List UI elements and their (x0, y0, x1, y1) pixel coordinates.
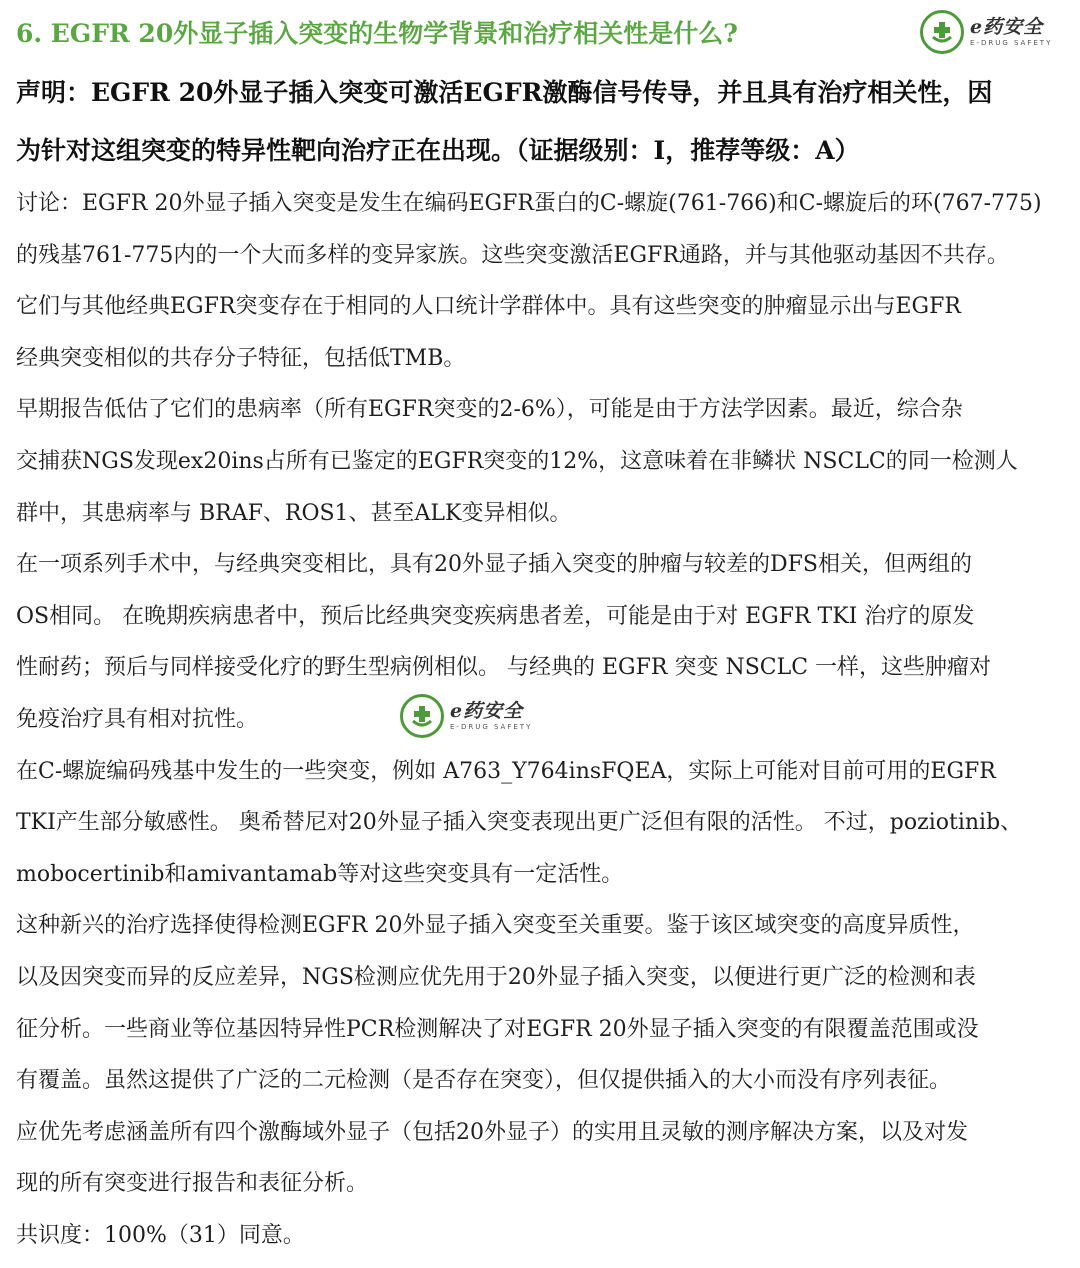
logo-cn-text: e药安全 (450, 699, 524, 722)
body-line: 的残基761-775内的一个大而多样的变异家族。这些突变激活EGFR通路，并与其他驱动基因不共存。 (16, 242, 1009, 268)
body-line: 现的所有突变进行报告和表征分析。 (16, 1171, 369, 1197)
edrug-safety-logo (920, 10, 1052, 54)
consensus-line: 共识度：100%（31）同意。 (16, 1222, 305, 1248)
body-line: 它们与其他经典EGFR突变存在于相同的人口统计学群体中。具有这些突变的肿瘤显示出与EGFR (16, 294, 961, 320)
body-line: 交捕获NGS发现ex20ins占所有已鉴定的EGFR突变的12%，这意味着在非鳞状 NSCLC的同一检测人 (16, 448, 1018, 474)
logo-en-text: E-DRUG SAFETY (970, 38, 1053, 47)
logo-en-text: E-DRUG SAFETY (450, 722, 533, 731)
logo-cn-text: e药安全 (970, 15, 1044, 38)
body-line: 这种新兴的治疗选择使得检测EGFR 20外显子插入突变至关重要。鉴于该区域突变的高度异质性， (16, 913, 975, 939)
body-line: 在C-螺旋编码残基中发生的一些突变，例如 A763_Y764insFQEA，实际上可能对目前可用的EGFR (16, 758, 996, 784)
body-line: 群中，其患病率与 BRAF、ROS1、甚至ALK变异相似。 (16, 500, 572, 526)
body-line: 有覆盖。虽然这提供了广泛的二元检测（是否存在突变），但仅提供插入的大小而没有序列表征。 (16, 1068, 952, 1094)
body-line: OS相同。 在晚期疾病患者中，预后比经典突变疾病患者差，可能是由于对 EGFR TKI 治疗的原发 (16, 603, 975, 629)
body-line: 性耐药；预后与同样接受化疗的野生型病例相似。 与经典的 EGFR 突变 NSCLC 一样，这些肿瘤对 (16, 655, 992, 681)
body-line: 在一项系列手术中，与经典突变相比，具有20外显子插入突变的肿瘤与较差的DFS相关，但两组的 (16, 552, 972, 578)
body-line: TKI产生部分敏感性。 奥希替尼对20外显子插入突变表现出更广泛但有限的活性。 不过，poziotinib、 (16, 810, 1023, 836)
body-line: 征分析。一些商业等位基因特异性PCR检测解决了对EGFR 20外显子插入突变的有限覆盖范围或没 (16, 1016, 979, 1042)
body-line: 应优先考虑涵盖所有四个激酶域外显子（包括20外显子）的实用且灵敏的测序解决方案，以及对发 (16, 1119, 968, 1145)
body-line: 以及因突变而异的反应差异，NGS检测应优先用于20外显子插入突变，以便进行更广泛的检测和表 (16, 964, 976, 990)
statement-paragraph (16, 64, 1072, 180)
body-line: 经典突变相似的共存分子特征，包括低TMB。 (16, 345, 466, 371)
body-line: 免疫治疗具有相对抗性。 (16, 706, 259, 732)
section-title: 6. EGFR 20外显子插入突变的生物学背景和治疗相关性是什么? (16, 19, 738, 48)
medical-cross-icon (920, 10, 964, 54)
edrug-safety-watermark (400, 694, 532, 738)
body-line: mobocertinib和amivantamab等对这些突变具有一定活性。 (16, 861, 624, 887)
body-line: 早期报告低估了它们的患病率（所有EGFR突变的2-6%），可能是由于方法学因素。最近，综合杂 (16, 397, 963, 423)
body-line: 讨论：EGFR 20外显子插入突变是发生在编码EGFR蛋白的C-螺旋(761-766)和C-螺旋后的环(767-775) (16, 191, 1042, 216)
statement-line: 声明：EGFR 20外显子插入突变可激活EGFR激酶信号传导，并且具有治疗相关性，因 (16, 78, 993, 107)
medical-cross-icon (400, 694, 444, 738)
discussion-body (16, 178, 1076, 1261)
statement-line: 为针对这组突变的特异性靶向治疗正在出现。（证据级别：I，推荐等级：A） (16, 136, 860, 165)
